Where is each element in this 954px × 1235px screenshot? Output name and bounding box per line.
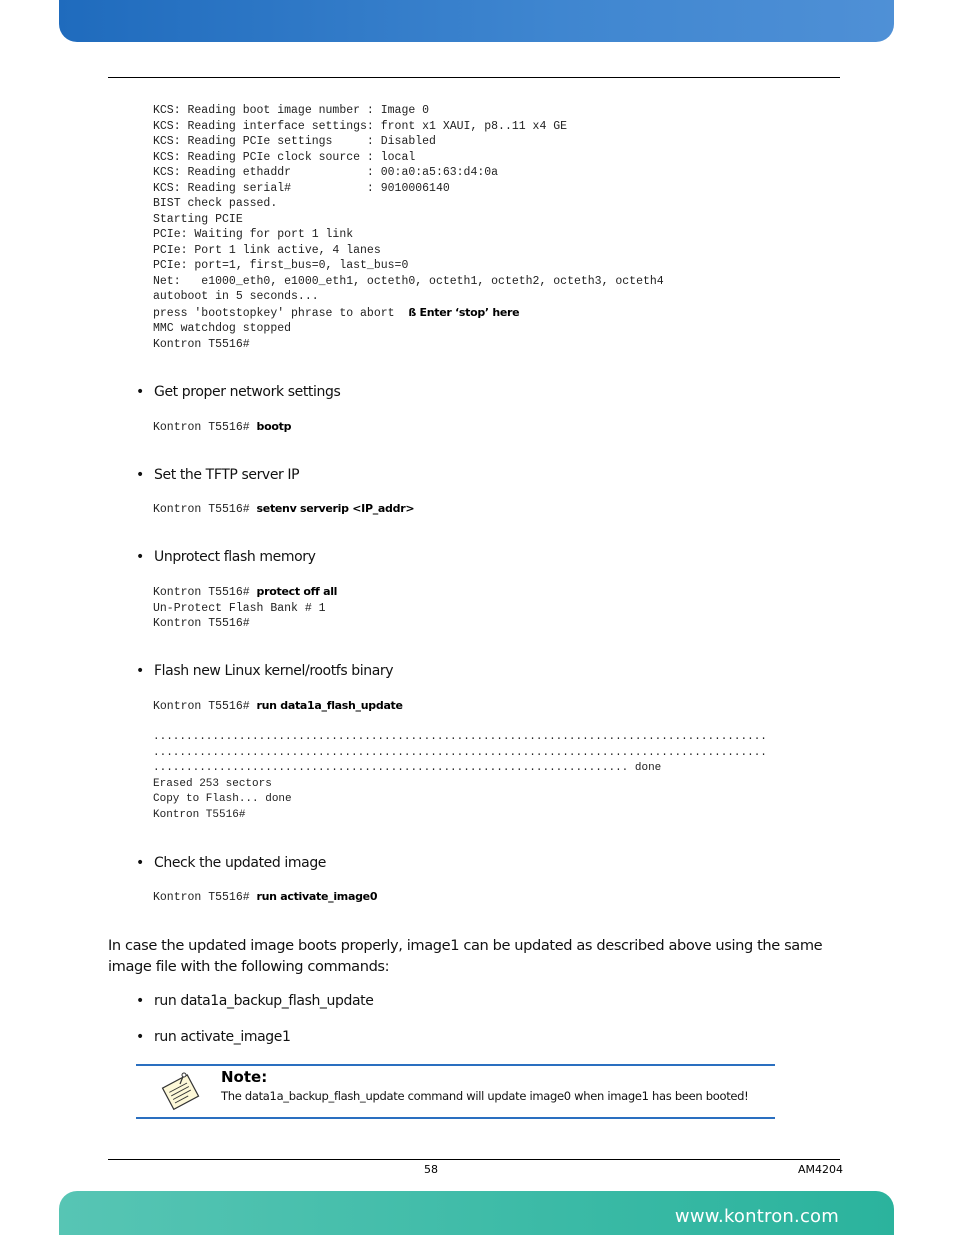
notepad-icon xyxy=(158,1072,204,1114)
bullet-check-image: • Check the updated image xyxy=(136,855,327,871)
console-line: PCIe: Port 1 link active, 4 lanes xyxy=(153,243,381,257)
bullet-network-settings: • Get proper network settings xyxy=(136,384,341,400)
bullet-flash-kernel: • Flash new Linux kernel/rootfs binary xyxy=(136,663,394,679)
console-line: Starting PCIE xyxy=(153,212,243,226)
console-cmd-flash-update: Kontron T5516# run data1a_flash_update xyxy=(153,699,403,713)
console-line: KCS: Reading interface settings: front x1 XAUI, p8..11 x4 GE xyxy=(153,119,568,133)
console-cmd-activate: Kontron T5516# run activate_image0 xyxy=(153,890,378,904)
console-line: autoboot in 5 seconds... xyxy=(153,290,319,303)
note-text: The data1a_backup_flash_update command will update image0 when image1 has been booted! xyxy=(221,1089,749,1103)
console-line: KCS: Reading serial# : 9010006140 xyxy=(153,181,450,195)
console-line: KCS: Reading PCIe clock source : local xyxy=(153,150,416,164)
console-line: press 'bootstopkey' phrase to abort xyxy=(153,306,409,320)
footer-banner xyxy=(59,1191,894,1235)
bullet-unprotect-flash: • Unprotect flash memory xyxy=(136,549,316,565)
header-rule xyxy=(108,77,840,78)
console-line: PCIe: Waiting for port 1 link xyxy=(153,228,354,241)
console-line: KCS: Reading ethaddr : 00:a0:a5:63:d4:0a xyxy=(153,166,499,179)
footer-rule xyxy=(108,1159,840,1160)
document-model: AM4204 xyxy=(798,1163,844,1176)
console-line: MMC watchdog stopped xyxy=(153,322,292,335)
console-line: KCS: Reading PCIe settings : Disabled xyxy=(153,135,436,148)
console-cmd-setenv: Kontron T5516# setenv serverip <IP_addr> xyxy=(153,502,415,516)
console-line: PCIe: port=1, first_bus=0, last_bus=0 xyxy=(153,259,409,272)
header-banner xyxy=(59,0,894,42)
console-output-boot xyxy=(153,103,664,352)
note-box xyxy=(136,1064,775,1119)
bullet-tftp-server: • Set the TFTP server IP xyxy=(136,467,300,483)
console-line: BIST check passed. xyxy=(153,197,278,210)
console-line: KCS: Reading boot image number : Image 0 xyxy=(153,104,430,117)
console-line: Kontron T5516# xyxy=(153,337,250,351)
note-title: Note: xyxy=(221,1068,268,1086)
bullet-backup-flash: • run data1a_backup_flash_update xyxy=(136,993,374,1009)
console-line: Net: e1000_eth0, e1000_eth1, octeth0, octeth1, octeth2, octeth3, octeth4 xyxy=(153,274,664,288)
console-output-flash: ............................................................................................. ............................................................................................. ........................................................................ done Erased 253 sectors Copy to Flash... done Kontron T5516# xyxy=(153,731,767,821)
console-cmd-protect: Kontron T5516# protect off all Un-Protect Flash Bank # 1 Kontron T5516# xyxy=(153,585,338,630)
console-cmd-bootp: Kontron T5516# bootp xyxy=(153,420,292,434)
page-number: 58 xyxy=(424,1163,438,1176)
console-hint: ß Enter ‘stop’ here xyxy=(408,305,520,319)
body-paragraph: In case the updated image boots properly, image1 can be updated as described above using the same image file with the following commands: xyxy=(108,937,823,975)
website-link[interactable]: www.kontron.com xyxy=(674,1206,839,1227)
bullet-activate-image1: • run activate_image1 xyxy=(136,1029,291,1045)
